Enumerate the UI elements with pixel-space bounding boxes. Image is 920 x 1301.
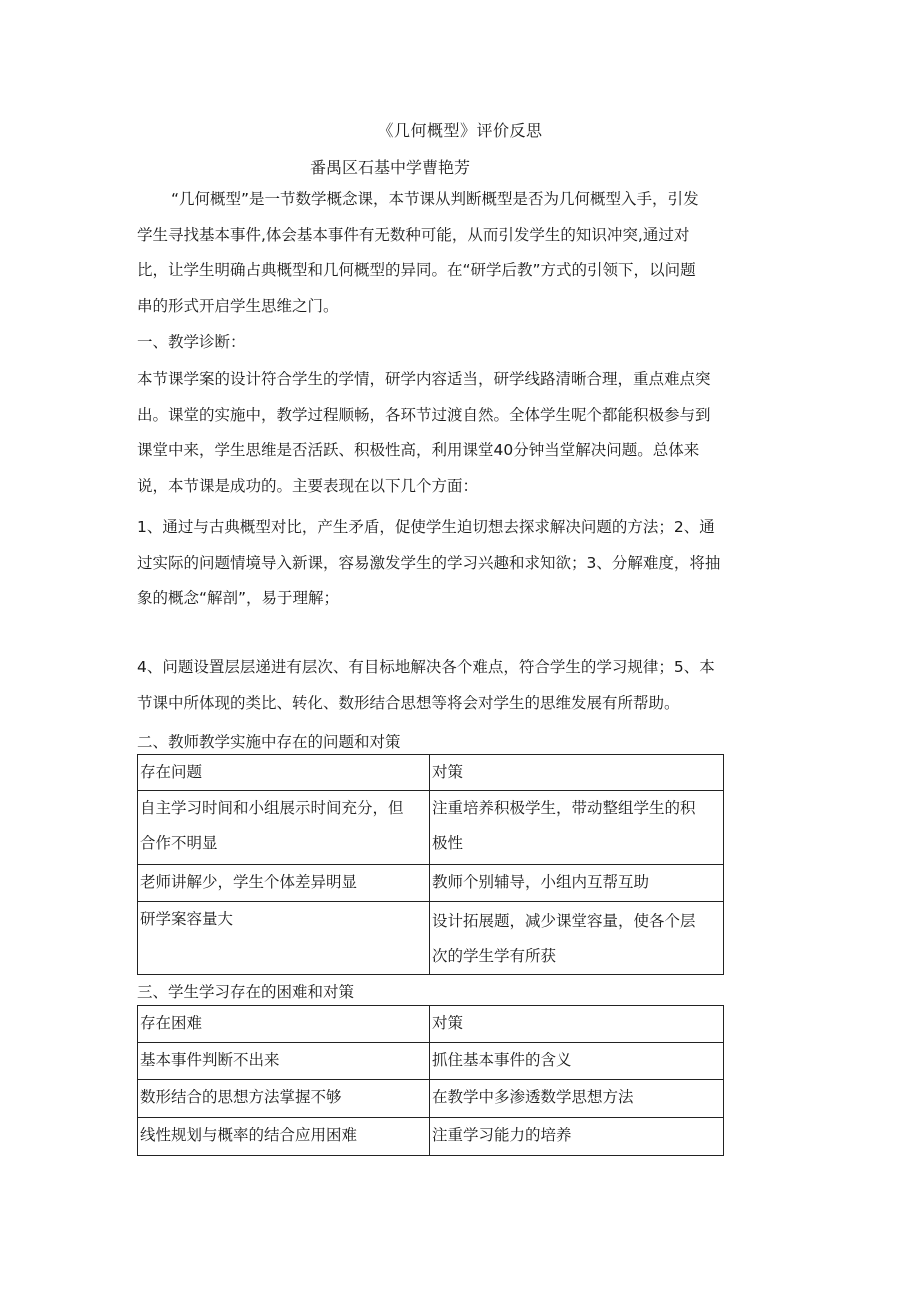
intro-line: 串的形式开启学生思维之门。 bbox=[137, 296, 339, 315]
table-cell: 设计拓展题，减少课堂容量，使各个层 次的学生学有所获 bbox=[430, 902, 724, 975]
table-cell: 注重培养积极学生，带动整组学生的积 极性 bbox=[430, 791, 724, 865]
intro-line: 学生寻找基本事件,体会基本事件有无数种可能，从而引发学生的知识冲突,通过对 bbox=[137, 225, 690, 244]
header-cell: 对策 bbox=[430, 755, 724, 791]
table-row bbox=[138, 1118, 724, 1156]
points-line: 象的概念“解剖”，易于理解； bbox=[137, 589, 340, 607]
table-cell: 注重学习能力的培养 bbox=[430, 1118, 724, 1156]
table-row bbox=[138, 791, 724, 865]
points-paragraph-a bbox=[137, 510, 720, 617]
diagnosis-paragraph bbox=[137, 362, 711, 504]
table-header-row bbox=[138, 755, 724, 791]
section3-heading: 三、学生学习存在的困难和对策 bbox=[137, 983, 355, 1001]
diagnosis-line: 说，本节课是成功的。主要表现在以下几个方面： bbox=[137, 476, 479, 495]
table-row bbox=[138, 902, 724, 975]
points-paragraph-b bbox=[137, 650, 715, 721]
table-row bbox=[138, 1080, 724, 1118]
teacher-issues-table bbox=[137, 754, 724, 975]
intro-line: “几何概型”是一节数学概念课，本节课从判断概型是否为几何概型入手，引发 bbox=[171, 190, 699, 208]
points-line: 1、通过与古典概型对比，产生矛盾，促使学生迫切想去探求解决问题的方法；2、通 bbox=[137, 518, 715, 536]
intro-paragraph bbox=[137, 182, 699, 324]
header-cell: 对策 bbox=[430, 1006, 724, 1043]
table-cell: 基本事件判断不出来 bbox=[138, 1043, 430, 1080]
header-cell: 存在问题 bbox=[138, 755, 430, 791]
points-line: 过实际的问题情境导入新课，容易激发学生的学习兴趣和求知欲；3、分解难度，将抽 bbox=[137, 553, 721, 572]
diagnosis-line: 课堂中来，学生思维是否活跃、积极性高，利用课堂40分钟当堂解决问题。总体来 bbox=[137, 441, 700, 459]
diagnosis-line: 本节课学案的设计符合学生的学情，研学内容适当，研学线路清晰合理，重点难点突 bbox=[137, 370, 711, 388]
table-header-row bbox=[138, 1006, 724, 1043]
table-cell: 抓住基本事件的含义 bbox=[430, 1043, 724, 1080]
table-cell: 自主学习时间和小组展示时间充分，但 合作不明显 bbox=[138, 791, 430, 865]
document-title: 《几何概型》评价反思 bbox=[377, 121, 543, 140]
intro-line: 比，让学生明确占典概型和几何概型的异同。在“研学后教”方式的引领下，以问题 bbox=[137, 261, 696, 279]
table-cell: 数形结合的思想方法掌握不够 bbox=[138, 1080, 430, 1118]
table-cell: 在教学中多渗透数学思想方法 bbox=[430, 1080, 724, 1118]
section1-heading: 一、教学诊断： bbox=[137, 333, 246, 351]
points-line: 4、问题设置层层递进有层次、有目标地解决各个难点，符合学生的学习规律；5、本 bbox=[137, 658, 715, 676]
header-cell: 存在困难 bbox=[138, 1006, 430, 1043]
diagnosis-line: 出。课堂的实施中，教学过程顺畅，各环节过渡自然。全体学生呢个都能积极参与到 bbox=[137, 405, 711, 424]
table-cell: 线性规划与概率的结合应用困难 bbox=[138, 1118, 430, 1156]
table-row bbox=[138, 1043, 724, 1080]
student-difficulties-table bbox=[137, 1005, 724, 1156]
table-cell: 老师讲解少，学生个体差异明显 bbox=[138, 865, 430, 902]
table-cell: 教师个别辅导，小组内互帮互助 bbox=[430, 865, 724, 902]
author-line: 番禺区石基中学曹艳芳 bbox=[310, 158, 471, 177]
points-line: 节课中所体现的类比、转化、数形结合思想等将会对学生的思维发展有所帮助。 bbox=[137, 693, 680, 712]
table-row bbox=[138, 865, 724, 902]
section2-heading: 二、教师教学实施中存在的问题和对策 bbox=[137, 733, 401, 751]
table-cell: 研学案容量大 bbox=[138, 902, 430, 975]
